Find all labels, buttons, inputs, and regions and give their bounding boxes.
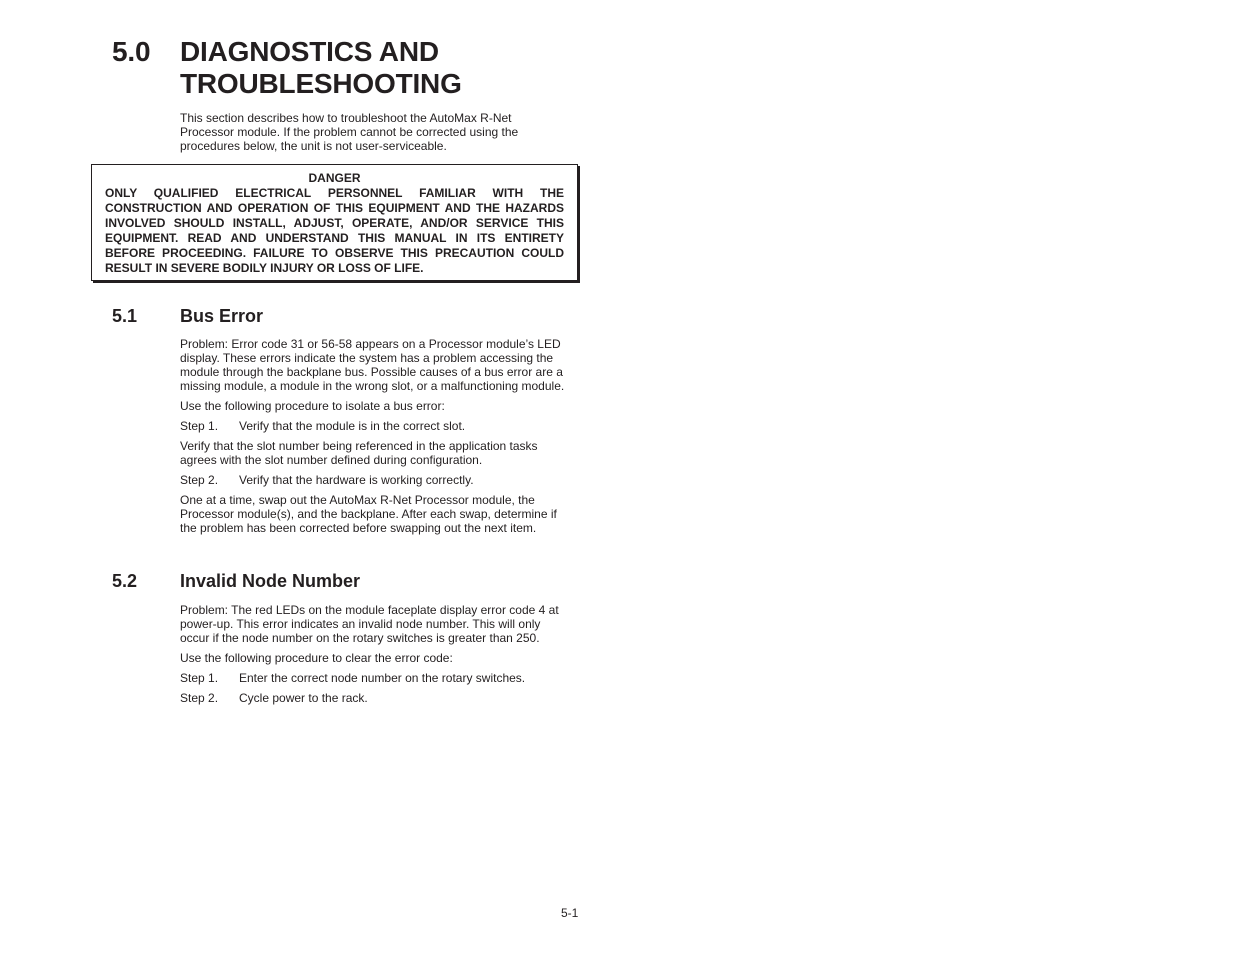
subsection-title: Invalid Node Number — [180, 571, 361, 591]
section-title-line1: DIAGNOSTICS AND — [180, 36, 439, 67]
invalid-node-step-2 — [180, 691, 565, 705]
bus-error-step-1-detail: Verify that the slot number being referenced in the application tasks agrees with the slot number defined during configuration. — [180, 439, 538, 467]
bus-error-procedure-intro: Use the following procedure to isolate a bus error: — [180, 399, 445, 413]
section-number: 5.0 — [112, 36, 151, 67]
danger-box — [91, 164, 578, 281]
section-title-line2: TROUBLESHOOTING — [180, 68, 462, 99]
bus-error-body — [180, 337, 565, 541]
bus-error-step-1 — [180, 419, 565, 433]
step-label: Step 2. — [180, 691, 219, 705]
step-label: Step 1. — [180, 419, 219, 433]
step-text: Cycle power to the rack. — [239, 691, 368, 705]
step-label: Step 2. — [180, 473, 219, 487]
bus-error-step-2 — [180, 473, 565, 487]
invalid-node-body — [180, 603, 565, 711]
danger-text: ONLY QUALIFIED ELECTRICAL PERSONNEL FAMILIAR WITH THE CONSTRUCTION AND OPERATION OF THIS EQUIPMENT AND THE HAZARDS INVOLVED SHOULD INSTALL, ADJUST, OPERATE, AND/OR SERVICE THIS EQUIPMENT. READ AND UNDERSTAND THIS MANUAL IN ITS ENTIRETY BEFORE PROCEEDING. FAILURE TO OBSERVE THIS PRECAUTION COULD RESULT IN SEVERE BODILY INJURY OR LOSS OF LIFE. — [105, 186, 564, 275]
section-title — [180, 36, 600, 100]
step-text: Enter the correct node number on the rotary switches. — [239, 671, 526, 685]
step-text: Verify that the module is in the correct slot. — [239, 419, 466, 433]
invalid-node-problem: Problem: The red LEDs on the module faceplate display error code 4 at power-up. This error indicates an invalid node number. This will only occur if the node number on the rotary switches is greater than 250. — [180, 603, 559, 645]
bus-error-problem: Problem: Error code 31 or 56-58 appears on a Processor module’s LED display. These errors indicate the system has a problem accessing the module through the backplane bus. Possible causes of a bus error are a missing module, a module in the wrong slot, or a malfunctioning module. — [180, 337, 565, 393]
step-text: Verify that the hardware is working correctly. — [239, 473, 474, 487]
subsection-title: Bus Error — [180, 306, 264, 326]
subsection-number: 5.1 — [112, 306, 138, 326]
page-number: 5-1 — [561, 906, 579, 920]
subsection-number: 5.2 — [112, 571, 138, 591]
step-label: Step 1. — [180, 671, 219, 685]
section-intro: This section describes how to troubleshoot the AutoMax R-Net Processor module. If the problem cannot be corrected using the procedures below, the unit is not user-serviceable. — [180, 111, 519, 153]
danger-title: DANGER — [308, 171, 361, 185]
bus-error-step-2-detail: One at a time, swap out the AutoMax R-Net Processor module, the Processor module(s), and the backplane. After each swap, determine if the problem has been corrected before swapping out the next item. — [180, 493, 557, 535]
invalid-node-step-1 — [180, 671, 565, 685]
section-intro-block — [180, 111, 565, 159]
invalid-node-procedure-intro: Use the following procedure to clear the error code: — [180, 651, 453, 665]
